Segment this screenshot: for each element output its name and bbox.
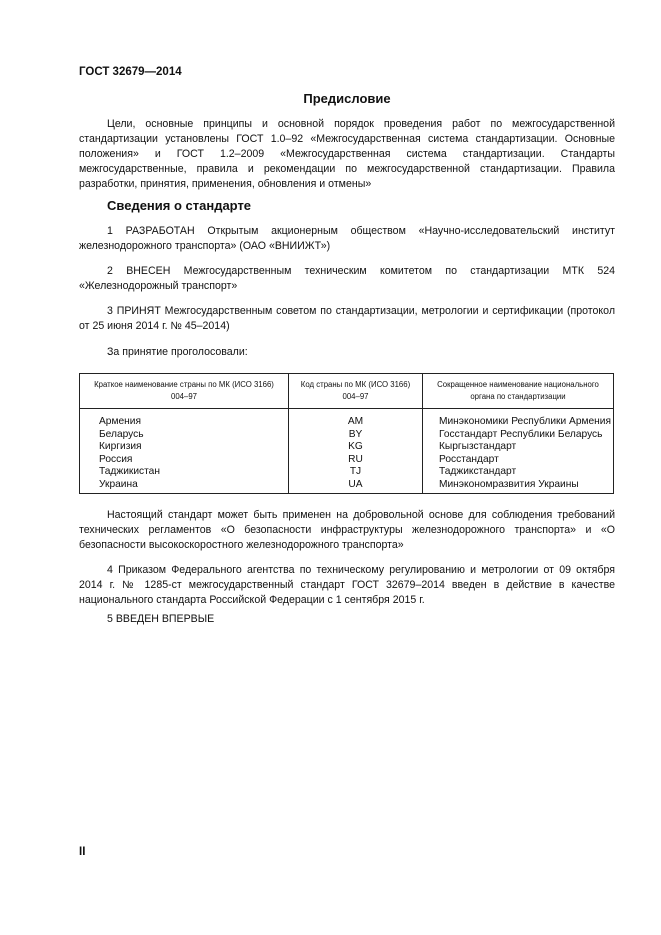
body-list (423, 416, 613, 492)
list-item: Минэкономики Республики Армения (439, 416, 611, 427)
table-header-body: Сокращенное наименование национального органа по стандартизации (423, 374, 614, 409)
table-header-row (80, 374, 614, 409)
list-item: Росстандарт (439, 453, 499, 465)
list-item: RU (348, 453, 363, 465)
intro-paragraph: Цели, основные принципы и основной порядок проведения работ по межгосударственной стандартизации установлены ГОСТ 1.0–92 «Межгосударственная система стандартизации. Основные положения» и ГОСТ 1.2–2009 «Межгосударственная система стандартизации. Стандарты межгосударственные, правила и рекомендации по межгосударственной стандартизации. Правила разработки, принятия, применения, обновления и отмены» (79, 118, 615, 190)
list-item: Россия (99, 453, 133, 465)
list-item: Таджикистан (99, 466, 160, 478)
table-header-code: Код страны по МК (ИСО 3166) 004–97 (289, 374, 423, 409)
table-row (80, 409, 614, 494)
first-introduced: 5 ВВЕДЕН ВПЕРВЫЕ (107, 613, 215, 625)
list-item: Украина (99, 478, 138, 490)
country-cell (80, 409, 289, 494)
applicability-paragraph: Настоящий стандарт может быть применен на добровольной основе для соблюдения требований технических регламентов «О безопасности инфраструктуры железнодорожного транспорта» и «О безопасности высокоскоростного железнодорожного транспорта» (79, 509, 615, 551)
document-header: ГОСТ 32679—2014 (79, 66, 182, 78)
list-item: Армения (99, 416, 141, 427)
list-item: UA (348, 478, 363, 490)
list-item: Кыргызстандарт (439, 441, 517, 453)
country-list (80, 416, 288, 492)
item-adopted: 3 ПРИНЯТ Межгосударственным советом по стандартизации, метрологии и сертификации (протокол от 25 июня 2014 г. № 45–2014) (79, 305, 615, 332)
list-item: Минэкономразвития Украины (439, 478, 579, 490)
list-item: Беларусь (99, 428, 144, 440)
item-introduced: 2 ВНЕСЕН Межгосударственным техническим комитетом по стандартизации МТК 524 «Железнодорожный транспорт» (79, 265, 615, 292)
code-cell (289, 409, 423, 494)
list-item: Киргизия (99, 441, 142, 453)
section-title: Сведения о стандарте (107, 198, 252, 213)
item-developed: 1 РАЗРАБОТАН Открытым акционерным обществом «Научно-исследовательский институт железнодорожного транспорта» (ОАО «ВНИИЖТ») (79, 225, 615, 252)
list-item: KG (348, 441, 363, 453)
table-header-country: Краткое наименование страны по МК (ИСО 3166) 004–97 (80, 374, 289, 409)
page-number: II (79, 846, 86, 858)
body-cell (423, 409, 614, 494)
code-list (289, 416, 422, 492)
list-item: BY (348, 428, 363, 440)
voting-table (79, 373, 614, 494)
list-item: Таджикстандарт (439, 466, 517, 478)
list-item: AM (347, 416, 364, 427)
item-voted: За принятие проголосовали: (107, 346, 248, 358)
order-paragraph: 4 Приказом Федерального агентства по техническому регулированию и метрологии от 09 октября 2014 г. № 1285-ст межгосударственный стандарт ГОСТ 32679–2014 введен в действие в качестве национального стандарта Российской Федерации с 1 сентября 2015 г. (79, 564, 615, 606)
list-item: Госстандарт Республики Беларусь (439, 428, 603, 440)
list-item: TJ (349, 466, 362, 478)
page-title: Предисловие (303, 91, 391, 106)
